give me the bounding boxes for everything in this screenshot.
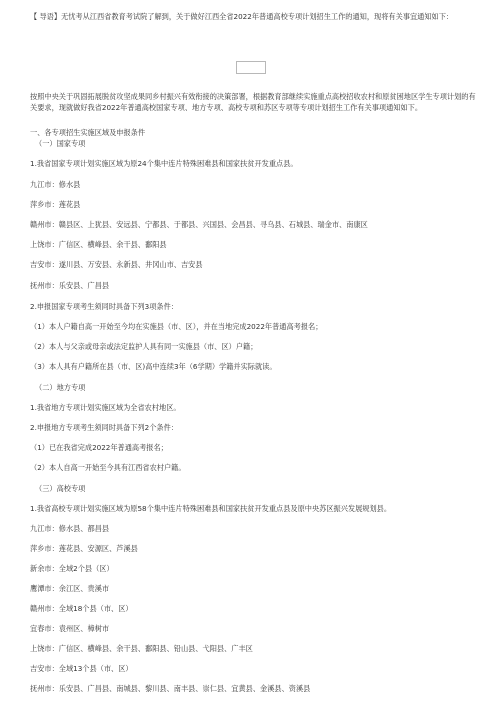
image-placeholder <box>236 61 266 74</box>
document-line: 1.我省国家专项计划实施区域为原24个集中连片特殊困难县和国家扶贫开发重点县。 <box>30 159 298 168</box>
lead-paragraph: 【 导语】无忧考从江西省教育考试院了解到，关于做好江西全省2022年普通高校专项计划招生工作的通知，现将有关事宜通知如下： <box>30 12 454 21</box>
document-line: （三）高校专项 <box>35 484 86 493</box>
document-line: 鹰潭市：余江区、贵溪市 <box>30 584 110 593</box>
document-line: 一、各专项招生实施区域及申报条件 <box>30 128 146 137</box>
document-line: 上饶市：广信区、横峰县、余干县、鄱阳县 <box>30 240 167 249</box>
document-line: 2.申报地方专项考生须同时具备下列2个条件： <box>30 423 178 432</box>
document-line: 吉安市：全域13个县（市、区） <box>30 664 133 673</box>
document-line: （2）本人与父亲或母亲或法定监护人具有同一实施县（市、区）户籍； <box>30 342 258 351</box>
document-line: 1.我省地方专项计划实施区域为全省农村地区。 <box>30 403 181 412</box>
document-line: （3）本人具有户籍所在县（市、区)高中连续3年（6学期）学籍并实际就读。 <box>30 362 277 371</box>
document-line: （一）国家专项 <box>35 139 86 148</box>
document-line: 宜春市：袁州区、樟树市 <box>30 624 110 633</box>
document-line: （二）地方专项 <box>35 383 86 392</box>
document-line: 吉安市：遂川县、万安县、永新县、井冈山市、吉安县 <box>30 260 203 269</box>
document-line: （2）本人自高一开始至今具有江西省农村户籍。 <box>30 463 186 472</box>
document-line: 新余市：全域2个县（区） <box>30 564 114 573</box>
document-line: 上饶市：广信区、横峰县、余干县、鄱阳县、铅山县、弋阳县、广丰区 <box>30 644 253 653</box>
document-line: （1）本人户籍自高一开始至今均在实施县（市、区），并在当地完成2022年普通高考报名； <box>30 322 323 331</box>
document-line: 赣州市：赣县区、上犹县、安远县、宁都县、于都县、兴国县、会昌县、寻乌县、石城县、瑞金市、南康区 <box>30 220 368 229</box>
document-line: 赣州市：全域18个县（市、区） <box>30 604 133 613</box>
document-line: 萍乡市：莲花县 <box>30 200 81 209</box>
document-line: （1）已在我省完成2022年普通高考报名； <box>30 443 168 452</box>
document-line: 1.我省高校专项计划实施区域为原58个集中连片特殊困难县和国家扶贫开发重点县及原中央苏区振兴发展规划县。 <box>30 504 392 513</box>
document-line: 抚州市：乐安县、广昌县、南城县、黎川县、南丰县、崇仁县、宜黄县、金溪县、资溪县 <box>30 684 311 693</box>
document-line: 抚州市：乐安县、广昌县 <box>30 281 110 290</box>
document-line: 九江市：修水县 <box>30 180 81 189</box>
document-line: 萍乡市：莲花县、安源区、芦溪县 <box>30 544 138 553</box>
document-line: 九江市：修水县、都昌县 <box>30 524 110 533</box>
intro-paragraph: 按照中央关于巩固拓展脱贫攻坚成果同乡村振兴有效衔接的决策部署，根据教育部继续实施重点高校招收农村和原贫困地区学生专项计划的有关要求，现就做好我省2022年普通高校国家专项、地方专项、高校专项和苏区专项等专项计划招生工作有关事项通知如下。 <box>30 92 476 112</box>
document-line: 2.申报国家专项考生须同时具备下列3项条件： <box>30 302 178 311</box>
